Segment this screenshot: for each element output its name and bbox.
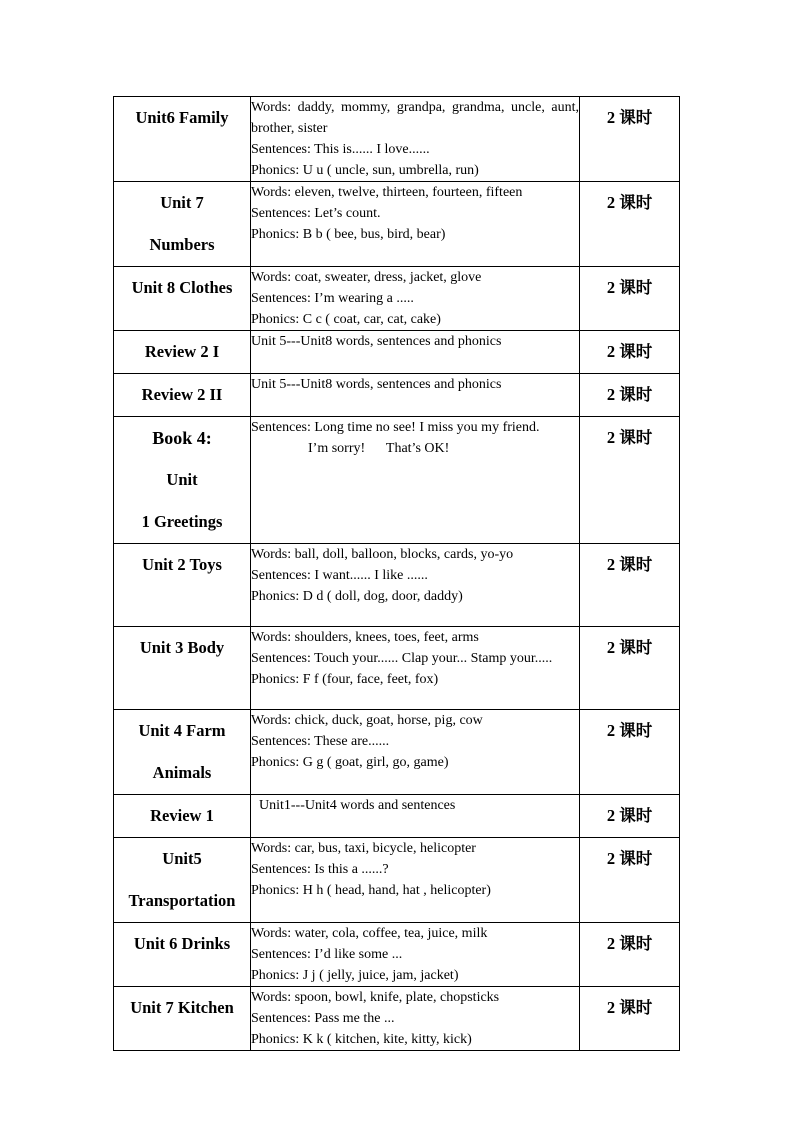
unit-name: Unit 7 Kitchen <box>130 998 234 1017</box>
unit-cell <box>114 267 251 331</box>
hours-cell: 2 课时 <box>580 795 680 838</box>
unit-name-line2: 1 Greetings <box>141 512 223 531</box>
hours-cell: 2 课时 <box>580 544 680 627</box>
content-cell <box>251 544 580 627</box>
phonics-line: Phonics: F f (four, face, feet, fox) <box>251 672 439 687</box>
unit-name: Unit 3 Body <box>139 638 225 657</box>
table-row <box>114 987 680 1051</box>
unit-name-line2: Transportation <box>128 891 236 910</box>
words-line: Words: ball, doll, balloon, blocks, cards, yo-yo <box>251 547 514 562</box>
table-row <box>114 710 680 795</box>
hours-cell: 2 课时 <box>580 182 680 267</box>
phonics-line: Phonics: G g ( goat, girl, go, game) <box>251 755 449 770</box>
unit-cell <box>114 97 251 182</box>
unit-cell <box>114 710 251 795</box>
unit-label: Unit <box>166 470 198 489</box>
phonics-line: Phonics: D d ( doll, dog, door, daddy) <box>251 589 463 604</box>
sentences-line: Sentences: These are...... <box>251 734 390 749</box>
unit-cell <box>114 182 251 267</box>
words-line: Words: shoulders, knees, toes, feet, arms <box>251 630 479 645</box>
table-row <box>114 374 680 417</box>
sentences-line: Sentences: Long time no see! I miss you my friend. <box>251 420 540 435</box>
unit-name: Unit6 Family <box>135 108 229 127</box>
unit-name-line2: Animals <box>152 763 212 782</box>
table-row <box>114 795 680 838</box>
content-cell <box>251 267 580 331</box>
unit-cell <box>114 331 251 374</box>
words-line: Words: water, cola, coffee, tea, juice, milk <box>251 926 488 941</box>
sentences-line: Sentences: I want...... I like ...... <box>251 568 428 583</box>
sentences-line-2: I’m sorry! That’s OK! <box>308 441 450 456</box>
table-row <box>114 417 680 544</box>
hours-cell: 2 课时 <box>580 97 680 182</box>
summary-line: Unit 5---Unit8 words, sentences and phonics <box>251 334 502 349</box>
content-cell <box>251 97 580 182</box>
words-line: Words: chick, duck, goat, horse, pig, cow <box>251 713 483 728</box>
content-cell <box>251 987 580 1051</box>
unit-cell <box>114 987 251 1051</box>
table-row <box>114 97 680 182</box>
unit-cell <box>114 544 251 627</box>
phonics-line: Phonics: B b ( bee, bus, bird, bear) <box>251 227 446 242</box>
words-line: Words: daddy, mommy, grandpa, grandma, uncle, aunt, brother, sister <box>251 100 579 136</box>
sentences-line: Sentences: I’d like some ... <box>251 947 403 962</box>
table-row <box>114 544 680 627</box>
sentences-line: Sentences: I’m wearing a ..... <box>251 291 414 306</box>
unit-cell <box>114 923 251 987</box>
phonics-line: Phonics: J j ( jelly, juice, jam, jacket) <box>251 968 459 983</box>
unit-cell <box>114 417 251 544</box>
content-cell <box>251 374 580 417</box>
content-cell <box>251 923 580 987</box>
content-cell <box>251 838 580 923</box>
unit-cell <box>114 838 251 923</box>
hours-cell: 2 课时 <box>580 838 680 923</box>
table-row <box>114 182 680 267</box>
phonics-line: Phonics: K k ( kitchen, kite, kitty, kick) <box>251 1032 472 1047</box>
summary-line: Unit 5---Unit8 words, sentences and phonics <box>251 377 502 392</box>
unit-name: Unit 8 Clothes <box>131 278 233 297</box>
sentences-line: Sentences: Let’s count. <box>251 206 381 221</box>
content-cell <box>251 795 580 838</box>
words-line: Words: eleven, twelve, thirteen, fourteen, fifteen <box>251 185 523 200</box>
table-row <box>114 627 680 710</box>
hours-cell: 2 课时 <box>580 374 680 417</box>
phonics-line: Phonics: C c ( coat, car, cat, cake) <box>251 312 441 327</box>
content-cell <box>251 710 580 795</box>
hours-cell: 2 课时 <box>580 267 680 331</box>
words-line: Words: car, bus, taxi, bicycle, helicopter <box>251 841 476 856</box>
phonics-line: Phonics: H h ( head, hand, hat , helicopter) <box>251 883 491 898</box>
sentences-line: Sentences: Pass me the ... <box>251 1011 395 1026</box>
phonics-line: Phonics: U u ( uncle, sun, umbrella, run) <box>251 163 479 178</box>
table-row <box>114 267 680 331</box>
lesson-plan-table <box>113 96 680 1051</box>
content-cell <box>251 331 580 374</box>
table-row <box>114 838 680 923</box>
summary-line: Unit1---Unit4 words and sentences <box>259 798 456 813</box>
sentences-line: Sentences: Is this a ......? <box>251 862 389 877</box>
content-cell <box>251 182 580 267</box>
hours-cell: 2 课时 <box>580 331 680 374</box>
unit-name: Review 1 <box>150 806 214 825</box>
hours-cell: 2 课时 <box>580 987 680 1051</box>
words-line: Words: coat, sweater, dress, jacket, glove <box>251 270 482 285</box>
unit-name: Unit 7 <box>160 193 204 212</box>
content-cell <box>251 417 580 544</box>
unit-name: Unit 6 Drinks <box>133 934 231 953</box>
sentences-line: Sentences: Touch your...... Clap your... Stamp your..... <box>251 651 553 666</box>
sentences-line: Sentences: This is...... I love...... <box>251 142 430 157</box>
unit-name-line2: Numbers <box>149 235 215 254</box>
unit-cell <box>114 627 251 710</box>
unit-cell <box>114 374 251 417</box>
unit-name <box>114 417 250 501</box>
book-label: Book 4: <box>152 428 212 448</box>
hours-cell: 2 课时 <box>580 710 680 795</box>
table-row <box>114 331 680 374</box>
table-row <box>114 923 680 987</box>
unit-name: Unit 4 Farm <box>138 721 226 740</box>
unit-name: Unit 2 Toys <box>142 555 222 574</box>
unit-name: Unit5 <box>162 849 202 868</box>
hours-cell: 2 课时 <box>580 627 680 710</box>
unit-name: Review 2 I <box>144 342 220 361</box>
unit-name: Review 2 II <box>141 385 223 404</box>
words-line: Words: spoon, bowl, knife, plate, chopsticks <box>251 990 500 1005</box>
unit-cell <box>114 795 251 838</box>
content-cell <box>251 627 580 710</box>
hours-cell: 2 课时 <box>580 923 680 987</box>
hours-cell: 2 课时 <box>580 417 680 544</box>
